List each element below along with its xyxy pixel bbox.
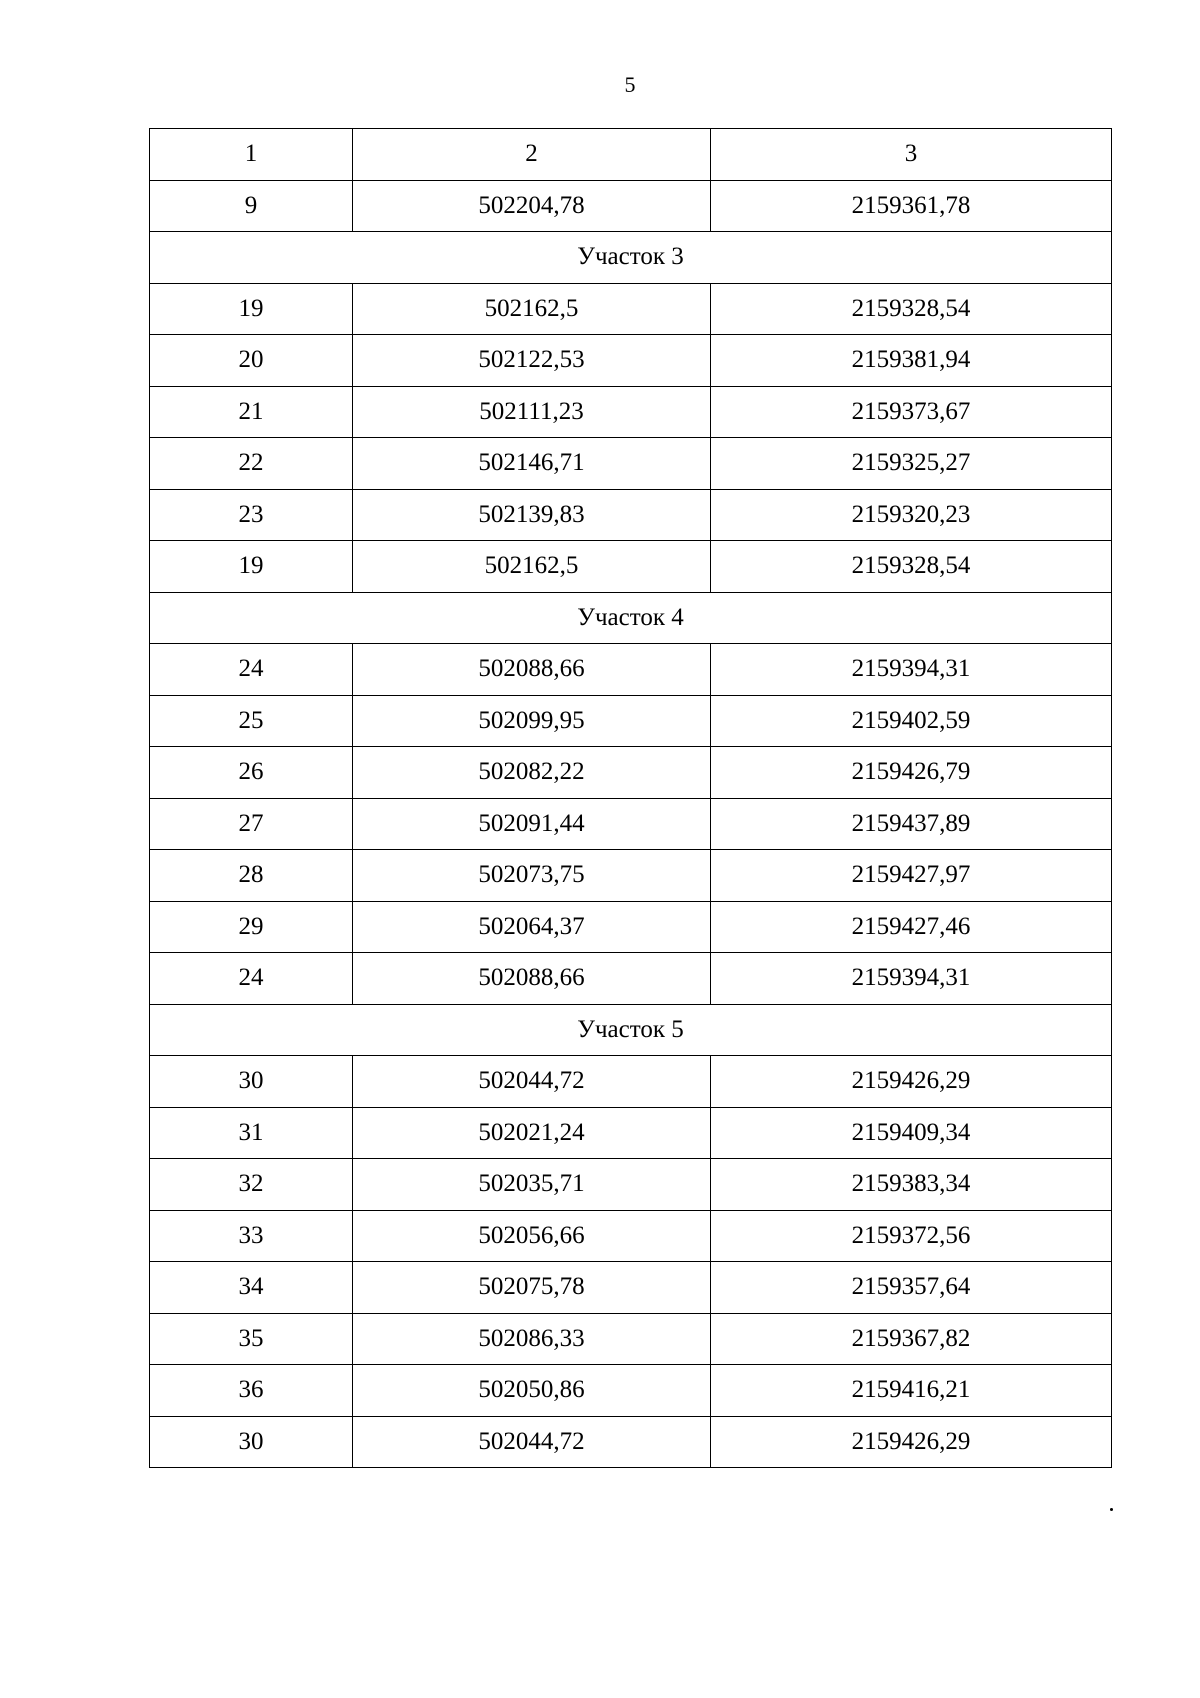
y-coordinate-cell: 2159427,46 <box>711 901 1112 953</box>
table-row <box>150 1107 1112 1159</box>
table-row <box>150 1262 1112 1314</box>
table-row <box>150 901 1112 953</box>
y-coordinate-cell: 2159409,34 <box>711 1107 1112 1159</box>
table-row <box>150 283 1112 335</box>
point-number-cell: 19 <box>150 541 353 593</box>
point-number-cell: 21 <box>150 386 353 438</box>
table-row <box>150 798 1112 850</box>
x-coordinate-cell: 502056,66 <box>353 1210 711 1262</box>
x-coordinate-cell: 502044,72 <box>353 1416 711 1468</box>
coordinates-table <box>149 128 1112 1468</box>
point-number-cell: 36 <box>150 1365 353 1417</box>
y-coordinate-cell: 2159328,54 <box>711 541 1112 593</box>
y-coordinate-cell: 2159325,27 <box>711 438 1112 490</box>
y-coordinate-cell: 2159361,78 <box>711 180 1112 232</box>
x-coordinate-cell: 502073,75 <box>353 850 711 902</box>
x-coordinate-cell: 502082,22 <box>353 747 711 799</box>
section-label: Участок 4 <box>150 592 1112 644</box>
point-number-cell: 33 <box>150 1210 353 1262</box>
x-coordinate-cell: 502086,33 <box>353 1313 711 1365</box>
header-cell-3: 3 <box>711 129 1112 181</box>
x-coordinate-cell: 502088,66 <box>353 644 711 696</box>
x-coordinate-cell: 502088,66 <box>353 953 711 1005</box>
point-number-cell: 19 <box>150 283 353 335</box>
page-number: 5 <box>624 72 636 97</box>
table-row <box>150 541 1112 593</box>
table-row <box>150 644 1112 696</box>
header-cell-2: 2 <box>353 129 711 181</box>
x-coordinate-cell: 502044,72 <box>353 1056 711 1108</box>
y-coordinate-cell: 2159437,89 <box>711 798 1112 850</box>
page-dot-mark <box>1110 1508 1113 1511</box>
point-number-cell: 26 <box>150 747 353 799</box>
coordinates-table-body <box>150 129 1112 1468</box>
y-coordinate-cell: 2159416,21 <box>711 1365 1112 1417</box>
point-number-cell: 24 <box>150 953 353 1005</box>
table-row <box>150 1056 1112 1108</box>
x-coordinate-cell: 502122,53 <box>353 335 711 387</box>
y-coordinate-cell: 2159383,34 <box>711 1159 1112 1211</box>
x-coordinate-cell: 502050,86 <box>353 1365 711 1417</box>
x-coordinate-cell: 502139,83 <box>353 489 711 541</box>
point-number-cell: 22 <box>150 438 353 490</box>
section-label: Участок 3 <box>150 232 1112 284</box>
x-coordinate-cell: 502021,24 <box>353 1107 711 1159</box>
x-coordinate-cell: 502162,5 <box>353 541 711 593</box>
point-number-cell: 29 <box>150 901 353 953</box>
table-row <box>150 695 1112 747</box>
point-number-cell: 30 <box>150 1416 353 1468</box>
table-row <box>150 1365 1112 1417</box>
y-coordinate-cell: 2159394,31 <box>711 644 1112 696</box>
point-number-cell: 23 <box>150 489 353 541</box>
point-number-cell: 35 <box>150 1313 353 1365</box>
y-coordinate-cell: 2159357,64 <box>711 1262 1112 1314</box>
table-row <box>150 1313 1112 1365</box>
x-coordinate-cell: 502035,71 <box>353 1159 711 1211</box>
y-coordinate-cell: 2159427,97 <box>711 850 1112 902</box>
table-row <box>150 438 1112 490</box>
y-coordinate-cell: 2159394,31 <box>711 953 1112 1005</box>
point-number-cell: 25 <box>150 695 353 747</box>
point-number-cell: 24 <box>150 644 353 696</box>
y-coordinate-cell: 2159367,82 <box>711 1313 1112 1365</box>
x-coordinate-cell: 502075,78 <box>353 1262 711 1314</box>
table-row <box>150 386 1112 438</box>
x-coordinate-cell: 502091,44 <box>353 798 711 850</box>
table-row <box>150 489 1112 541</box>
table-row <box>150 1159 1112 1211</box>
section-row <box>150 232 1112 284</box>
table-row <box>150 747 1112 799</box>
point-number-cell: 34 <box>150 1262 353 1314</box>
table-header-row <box>150 129 1112 181</box>
point-number-cell: 32 <box>150 1159 353 1211</box>
x-coordinate-cell: 502204,78 <box>353 180 711 232</box>
point-number-cell: 31 <box>150 1107 353 1159</box>
point-number-cell: 30 <box>150 1056 353 1108</box>
y-coordinate-cell: 2159426,29 <box>711 1416 1112 1468</box>
point-number-cell: 9 <box>150 180 353 232</box>
y-coordinate-cell: 2159381,94 <box>711 335 1112 387</box>
table-row <box>150 850 1112 902</box>
table-row <box>150 1210 1112 1262</box>
x-coordinate-cell: 502146,71 <box>353 438 711 490</box>
y-coordinate-cell: 2159426,29 <box>711 1056 1112 1108</box>
table-row <box>150 180 1112 232</box>
table-row <box>150 335 1112 387</box>
section-row <box>150 1004 1112 1056</box>
x-coordinate-cell: 502162,5 <box>353 283 711 335</box>
point-number-cell: 20 <box>150 335 353 387</box>
section-row <box>150 592 1112 644</box>
point-number-cell: 27 <box>150 798 353 850</box>
section-label: Участок 5 <box>150 1004 1112 1056</box>
table-row <box>150 1416 1112 1468</box>
header-cell-1: 1 <box>150 129 353 181</box>
x-coordinate-cell: 502099,95 <box>353 695 711 747</box>
x-coordinate-cell: 502111,23 <box>353 386 711 438</box>
y-coordinate-cell: 2159372,56 <box>711 1210 1112 1262</box>
y-coordinate-cell: 2159373,67 <box>711 386 1112 438</box>
y-coordinate-cell: 2159402,59 <box>711 695 1112 747</box>
y-coordinate-cell: 2159320,23 <box>711 489 1112 541</box>
point-number-cell: 28 <box>150 850 353 902</box>
table-row <box>150 953 1112 1005</box>
x-coordinate-cell: 502064,37 <box>353 901 711 953</box>
y-coordinate-cell: 2159328,54 <box>711 283 1112 335</box>
y-coordinate-cell: 2159426,79 <box>711 747 1112 799</box>
